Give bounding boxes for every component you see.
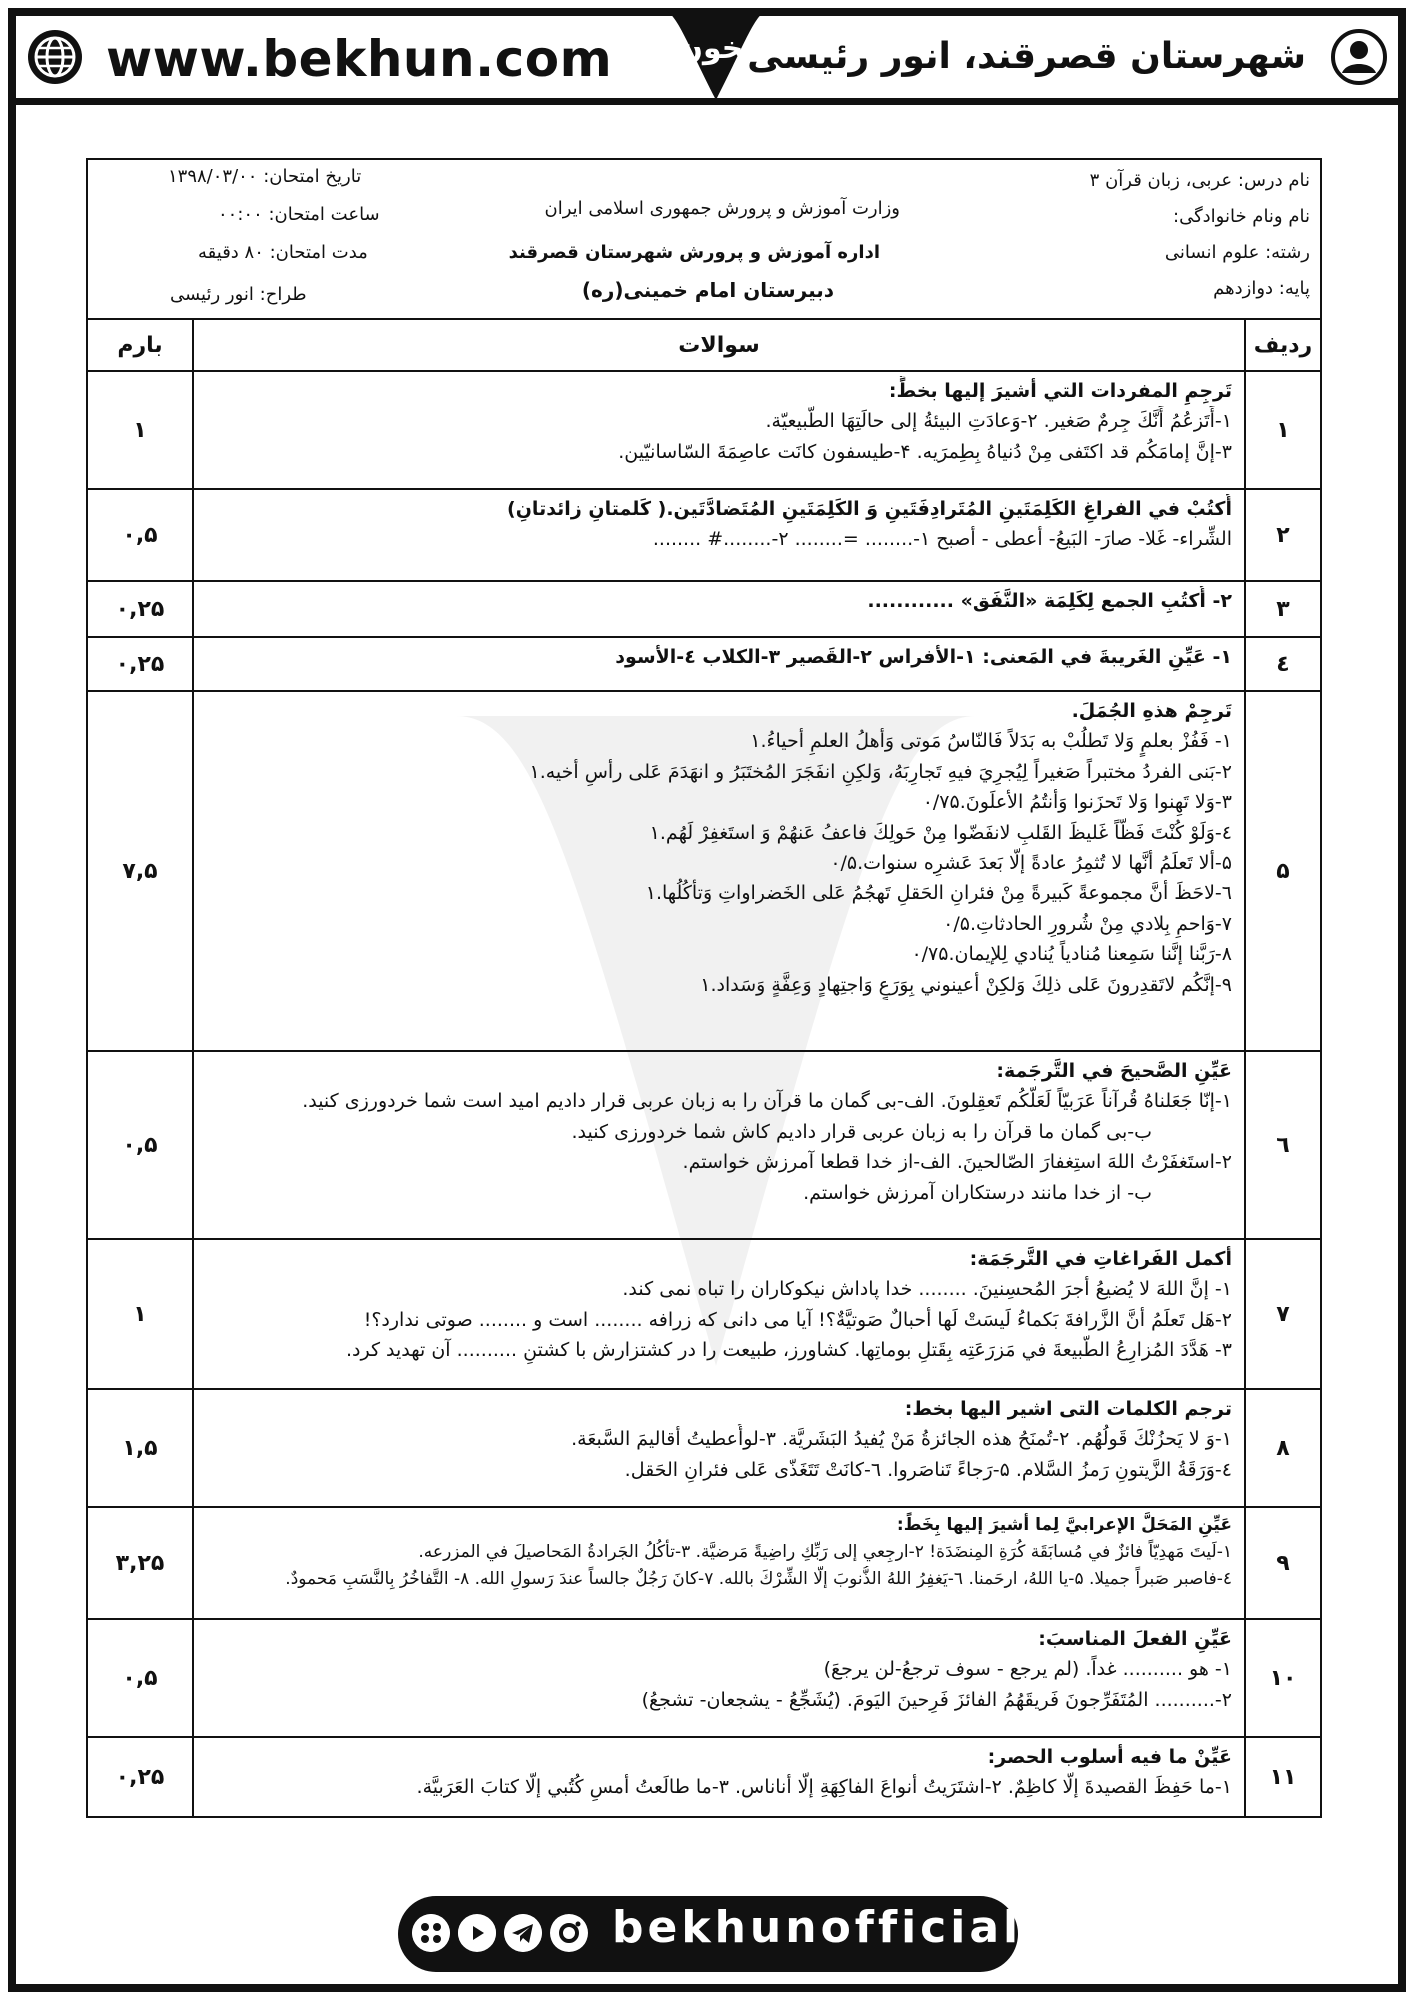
question-line: ۳- هَدَّدَ المُزارِعُ الطَّبيعةَ في مَزرَعَتِه بِقَتلِ بوماتِها. کشاورز، طبیعت را در کشتزارش با کشتنِ .......... آن تهدید کرد. bbox=[345, 1339, 1232, 1362]
question-line: عَيِّنِ المَحَلَّ الإعرابيَّ لِما أشيرَ إليها بِخَطٍّ: bbox=[896, 1515, 1232, 1535]
question-content bbox=[193, 581, 1245, 637]
row-number: ٤ bbox=[1245, 637, 1321, 691]
question-score: ۳,۲۵ bbox=[87, 1507, 193, 1619]
question-content bbox=[193, 1507, 1245, 1619]
ministry: وزارت آموزش و پرورش جمهوری اسلامی ایران bbox=[544, 198, 900, 219]
telegram-icon[interactable] bbox=[504, 1914, 542, 1952]
question-line: ۱-أَتَزعُمُ أَنَّكَ جِرمٌ صَغير. ۲-وَعادَتِ البيئةُ إلى حالَتِهَا الطَّبيعيّة. bbox=[765, 410, 1232, 433]
question-line: ۲- أُكتُبِ الجمع لِكَلِمَة «النَّفَق» ............ bbox=[867, 590, 1232, 612]
question-row bbox=[87, 1737, 1321, 1817]
question-line: ۹-إنَّكُم لاتَقدِرونَ عَلى ذلِكَ وَلكِنْ أعينوني بِوَرَعٍ وَاجتِهادٍ وَعِفَّةٍ وَسَداد.۱ bbox=[700, 973, 1232, 996]
question-line: ٤-وَرَقَةُ الزَّيتونِ رَمزُ السَّلام. ۵-رَجاءً تَناصَروا. ٦-كانَتْ تَتَغَذّى عَلى فئرانِ الحَقل. bbox=[624, 1458, 1232, 1481]
question-content bbox=[193, 1051, 1245, 1239]
course-name: نام درس: عربی، زبان قرآن ۳ bbox=[1089, 170, 1310, 191]
question-content bbox=[193, 1619, 1245, 1737]
question-line: عَيِّنْ ما فيه أسلوب الحصر: bbox=[987, 1746, 1232, 1768]
user-icon bbox=[1330, 28, 1388, 86]
question-row bbox=[87, 1389, 1321, 1507]
row-number: ۱ bbox=[1245, 371, 1321, 489]
row-number: ۵ bbox=[1245, 691, 1321, 1051]
question-line: ۸-رَبَّنا إنَّنا سَمِعنا مُنادياً يُنادي لِلإيمان.۰/۷۵ bbox=[911, 943, 1232, 966]
youtube-icon[interactable] bbox=[458, 1914, 496, 1952]
site-url[interactable]: www.bekhun.com bbox=[106, 30, 613, 88]
question-line: ۲-.......... المُتَفَرِّجونَ فَريقَهُمُ الفائزَ فَرِحينَ اليَومَ. (يُشَجِّعُ - يشجعان- تشجعُ) bbox=[641, 1688, 1232, 1711]
question-line: أكمل الفَراغاتِ في التَّرجَمَة: bbox=[969, 1248, 1232, 1270]
question-line: تَرجِمْ هذهِ الجُمَلَ. bbox=[1071, 700, 1232, 722]
student-name: نام ونام خانوادگی: bbox=[1173, 206, 1310, 227]
question-line: ۵-ألا تَعلَمُ أنَّها لا تُثمِرُ عادةً إلّا بَعدَ عَشرِه سنوات.۰/۵ bbox=[830, 851, 1232, 874]
question-line: ۱- فَفُزْ بعلمٍ وَلا تَطلُبْ به بَدَلاً فَالنّاسُ مَوتى وَأهلُ العلمِ أحياءُ.۱ bbox=[750, 730, 1232, 753]
exam-table bbox=[86, 158, 1322, 1818]
row-number: ۱۰ bbox=[1245, 1619, 1321, 1737]
grade: پایه: دوازدهم bbox=[1213, 278, 1310, 299]
question-content bbox=[193, 691, 1245, 1051]
question-line: ۱-لَيتَ مَهدِيّاً فائزٌ في مُسابَقَة كُرَةِ المِنضَدَة! ۲-ارجِعي إلى رَبِّكِ راضِيةً مَرضيَّة. ۳-تأكُلُ الجَرادةُ المَحاصيلَ في المزرعه. bbox=[418, 1542, 1232, 1563]
question-line: ۲-استَغفَرْتُ اللهَ استِغفارَ الصّالحينَ. الف-از خدا قطعا آمرزش خواستم. bbox=[682, 1151, 1232, 1174]
question-line: ۳-وَلا تَهِنوا وَلا تَحزَنوا وَأنتُمُ الأعلَونَ.۰/۷۵ bbox=[922, 791, 1232, 814]
row-number: ۹ bbox=[1245, 1507, 1321, 1619]
question-row bbox=[87, 1051, 1321, 1239]
row-number: ۱۱ bbox=[1245, 1737, 1321, 1817]
aparat-icon[interactable] bbox=[412, 1914, 450, 1952]
question-score: ۰,۵ bbox=[87, 1619, 193, 1737]
question-line: الشِّراء- غَلا- صارَ- البَيعُ- أعطى - أصبح ۱-........ =........ ۲-........# ........ bbox=[652, 528, 1232, 551]
header-title: شهرستان قصرقند، انور رئیسی bbox=[747, 36, 1306, 77]
question-line: ٤-وَلَوْ كُنْتَ فَظّاً غَليظَ القَلبِ لانفَضّوا مِنْ حَولِكَ فاعفُ عَنهُمْ وَ استَغفِرْ لَهُم.۱ bbox=[649, 821, 1232, 844]
question-line: تَرجِمِ المفردات التي أشيرَ إليها بخطٍّ: bbox=[888, 380, 1232, 402]
row-number: ۷ bbox=[1245, 1239, 1321, 1389]
question-line: ۱- إنَّ اللهَ لا يُضيعُ أجرَ المُحسِنينَ. ........ خدا پاداش نیکوکاران را تباه نمی کند. bbox=[622, 1278, 1232, 1301]
question-row bbox=[87, 371, 1321, 489]
question-score: ۱ bbox=[87, 371, 193, 489]
exam-date: تاریخ امتحان: ۱۳۹۸/۰۳/۰۰ bbox=[168, 166, 362, 187]
question-line: عَيِّنِ الصَّحيحَ في التَّرجَمة: bbox=[996, 1060, 1232, 1082]
col-row: ردیف bbox=[1245, 319, 1321, 371]
question-content bbox=[193, 1239, 1245, 1389]
question-score: ۱,۵ bbox=[87, 1389, 193, 1507]
instagram-icon[interactable] bbox=[550, 1914, 588, 1952]
question-content bbox=[193, 489, 1245, 581]
exam-time: ساعت امتحان: ۰۰:۰۰ bbox=[218, 204, 380, 225]
question-score: ۷,۵ bbox=[87, 691, 193, 1051]
question-line: ٦-لاحَظَ أنَّ مجموعةً كَبيرةً مِنْ فئرانِ الحَقلِ تَهجُمُ عَلى الخَضراواتِ وَتأكُلُها.۱ bbox=[645, 882, 1232, 905]
question-content bbox=[193, 637, 1245, 691]
question-line: عَيِّنِ الفعلَ المناسبَ: bbox=[1038, 1628, 1232, 1650]
question-line: ٤-فاصبر صَبراً جميلا. ۵-يا اللهُ، ارحَمنا. ٦-يَغفِرُ اللهُ الذُّنوبَ إلّا الشِّرْكَ بالله. ۷-كانَ رَجُلٌ جالساً عندَ رَسولِ الله. ۸- التَّفاخُرُ بِالنَّسَبِ مَحمودٌ. bbox=[285, 1569, 1232, 1590]
exam-duration: مدت امتحان: ۸۰ دقیقه bbox=[198, 242, 368, 263]
question-score: ۰,۲۵ bbox=[87, 581, 193, 637]
question-row bbox=[87, 581, 1321, 637]
footer-handle[interactable]: bekhunofficial bbox=[612, 1902, 1023, 1953]
footer-social bbox=[398, 1896, 1023, 1972]
question-line: ۱-وَ لا يَحزُنْكَ قَولُهُم. ۲-تُمنَحُ هذه الجائزةُ مَنْ يُفيدُ البَشَريَّة. ۳-لوأُعطيتُ أقاليمَ السَّبعَة. bbox=[571, 1428, 1232, 1451]
svg-text:بخون: بخون bbox=[677, 31, 755, 66]
question-line: ۱- عَيِّنِ الغَريبةَ في المَعنى: ۱-الأفراس ۲-القَصير ۳-الكلاب ٤-الأسود bbox=[615, 646, 1232, 668]
question-line: ۲-هَل تَعلَمُ أنَّ الزَّرافةَ بَكماءُ لَيسَتْ لَها أحبالٌ صَوتيَّةٌ؟! آیا می دانی که زرافه ........ است و ........ صوتی ندارد؟! bbox=[363, 1308, 1232, 1331]
question-score: ۰,۲۵ bbox=[87, 637, 193, 691]
designer: طراح: انور رئیسی bbox=[170, 284, 307, 305]
school-name: دبیرستان امام خمینی(ره) bbox=[581, 278, 834, 302]
question-line: ب-بی گمان ما قرآن را به زبان عربی قرار دادیم کاش شما خردورزی کنید. bbox=[571, 1120, 1152, 1143]
education-office: اداره آموزش و پرورش شهرستان قصرقند bbox=[508, 242, 880, 263]
row-number: ٦ bbox=[1245, 1051, 1321, 1239]
question-line: ۱-ما حَفِظَ القصيدةَ إلّا كاظِمٌ. ۲-اشتَرَيتُ أنواعَ الفاكِهَةِ إلّا أناناس. ۳-ما طالَعتُ أمسِ كُتُبي إلّا كتابَ العَرَبيَّة. bbox=[416, 1776, 1232, 1799]
globe-icon bbox=[26, 28, 84, 86]
question-score: ۱ bbox=[87, 1239, 193, 1389]
question-score: ۰,۵ bbox=[87, 1051, 193, 1239]
question-row bbox=[87, 691, 1321, 1051]
question-score: ۰,۵ bbox=[87, 489, 193, 581]
question-line: ترجم الكلمات التى اشير اليها بخط: bbox=[904, 1398, 1232, 1420]
question-line: ۱- هو .......... غداً. (لم يرجع - سوف ترجعُ-لن يرجعَ) bbox=[823, 1658, 1232, 1681]
question-row bbox=[87, 637, 1321, 691]
col-questions: سوالات bbox=[193, 319, 1245, 371]
question-row bbox=[87, 1619, 1321, 1737]
question-line: ۲-بَنى الفردُ مختبراً صَغيراً لِيُجرِيَ فيهِ تَجارِبَهُ، وَلكِنِ انفَجَرَ المُختَبَرُ و انهَدَمَ عَلى رأسِ أخيه.۱ bbox=[529, 760, 1232, 783]
question-line: ۷-وَاحمِ بِلادي مِنْ شُرورِ الحادثاتِ.۰/۵ bbox=[943, 912, 1232, 935]
question-row bbox=[87, 1239, 1321, 1389]
col-score: بارم bbox=[87, 319, 193, 371]
row-number: ۸ bbox=[1245, 1389, 1321, 1507]
row-number: ۳ bbox=[1245, 581, 1321, 637]
question-row bbox=[87, 1507, 1321, 1619]
question-line: أُكتُبْ في الفراغِ الكَلِمَتَينِ المُتَرادِفَتَينِ وَ الكَلِمَتَينِ المُتَضادَّتَين.( كَلمتانِ زائدتانِ) bbox=[507, 498, 1232, 520]
question-content bbox=[193, 1737, 1245, 1817]
question-line: ۱-إنّا جَعَلناهُ قُرآناً عَرَبيّاً لَعَلَّكُم تَعقِلونَ. الف-بی گمان ما قرآن را به زبان عربی قرار دادیم امید است شما خردورزی کنید. bbox=[302, 1090, 1232, 1113]
row-number: ۲ bbox=[1245, 489, 1321, 581]
question-line: ب- از خدا مانند درستکاران آمرزش خواستم. bbox=[803, 1181, 1152, 1204]
question-line: ۳-إنَّ إمامَكُم قد اكتَفى مِنْ دُنياهُ بِطِمرَيه. ۴-طيسفون كانَت عاصِمَةَ السّاسانيّين. bbox=[618, 440, 1232, 463]
question-content bbox=[193, 371, 1245, 489]
question-score: ۰,۲۵ bbox=[87, 1737, 193, 1817]
question-content bbox=[193, 1389, 1245, 1507]
top-bar bbox=[16, 16, 1398, 105]
field: رشته: علوم انسانی bbox=[1164, 242, 1310, 263]
exam-header bbox=[87, 159, 1321, 319]
question-row bbox=[87, 489, 1321, 581]
